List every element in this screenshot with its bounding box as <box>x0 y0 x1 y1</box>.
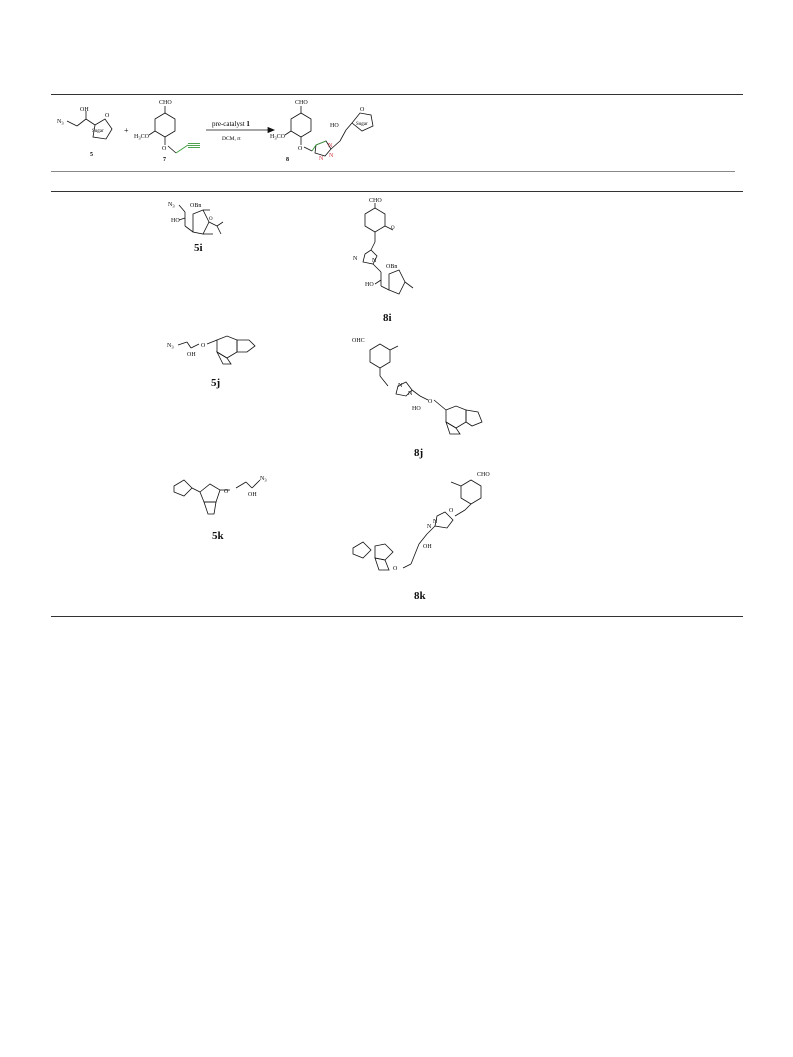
ho-label: HO <box>171 218 180 224</box>
label-8i: 8i <box>383 312 392 324</box>
cho-label: CHO <box>477 472 490 478</box>
sugar-label: Sugar <box>92 129 104 134</box>
structure-5i <box>165 196 235 246</box>
label-8k: 8k <box>414 590 426 602</box>
n-label: N <box>433 519 438 525</box>
n3-label: $N_3$ <box>57 119 64 126</box>
conditions-label: DCM, rt <box>222 136 241 142</box>
n-label: N <box>353 256 358 262</box>
triazole-n2-label: N <box>329 153 334 159</box>
oh-label: OH <box>248 492 257 498</box>
ho-label: HO <box>365 282 374 288</box>
n3-label: $N_3$ <box>167 343 174 350</box>
ohc-label: OHC <box>352 338 365 344</box>
plus-sign: + <box>124 126 129 135</box>
label-5i: 5i <box>194 242 203 254</box>
n-label: N <box>427 524 432 530</box>
o-label: O <box>449 508 454 514</box>
product-ho-label: HO <box>330 123 339 129</box>
h3co-label: $H_3CO$ <box>134 134 149 141</box>
product-h3co-label: $H_3CO$ <box>270 134 285 141</box>
alkyne-number: 7 <box>163 157 166 163</box>
obn-label: OBn <box>386 264 398 270</box>
oh-label: OH <box>80 107 89 113</box>
n3-label: $N_3$ <box>168 202 175 209</box>
product-ring-o-label: O <box>360 107 365 113</box>
ether-o-label: O <box>162 146 167 152</box>
o-label: O <box>393 566 398 572</box>
product-sugar-label: Sugar <box>356 122 368 127</box>
structure-8j <box>350 330 510 445</box>
n-label: N <box>408 391 413 397</box>
triazole-n1-label: N <box>328 143 333 149</box>
label-5k: 5k <box>212 530 224 542</box>
n-label: N <box>372 258 377 264</box>
table-bottom-rule <box>51 616 743 617</box>
n-label: N <box>398 383 403 389</box>
label-8j: 8j <box>414 447 424 459</box>
triazole-n3-label: N <box>319 156 324 162</box>
o-label: O <box>224 489 229 495</box>
structure-5j <box>165 328 265 373</box>
oh-label: OH <box>187 352 196 358</box>
cho-label: CHO <box>369 198 382 204</box>
azide-number: 5 <box>90 152 93 158</box>
label-5j: 5j <box>211 377 221 389</box>
structure-8k <box>345 468 505 593</box>
n3-label: $N_3$ <box>260 476 267 483</box>
o-label: O <box>209 217 213 222</box>
product-ether-o-label: O <box>298 146 303 152</box>
ring-o-label: O <box>105 113 110 119</box>
ho-label: HO <box>412 406 421 412</box>
structure-5k <box>160 470 280 530</box>
cho-label: CHO <box>159 100 172 106</box>
o-label: O <box>428 399 433 405</box>
product-cho-label: CHO <box>295 100 308 106</box>
obn-label: OBn <box>190 203 202 209</box>
o-label: O <box>391 226 395 231</box>
product-number: 8 <box>286 157 289 163</box>
structure-8i <box>345 196 435 311</box>
o-label: O <box>201 343 206 349</box>
oh-label: OH <box>423 544 432 550</box>
reaction-scheme <box>0 95 793 195</box>
reagent-label: pre-catalyst 1 <box>212 120 250 128</box>
